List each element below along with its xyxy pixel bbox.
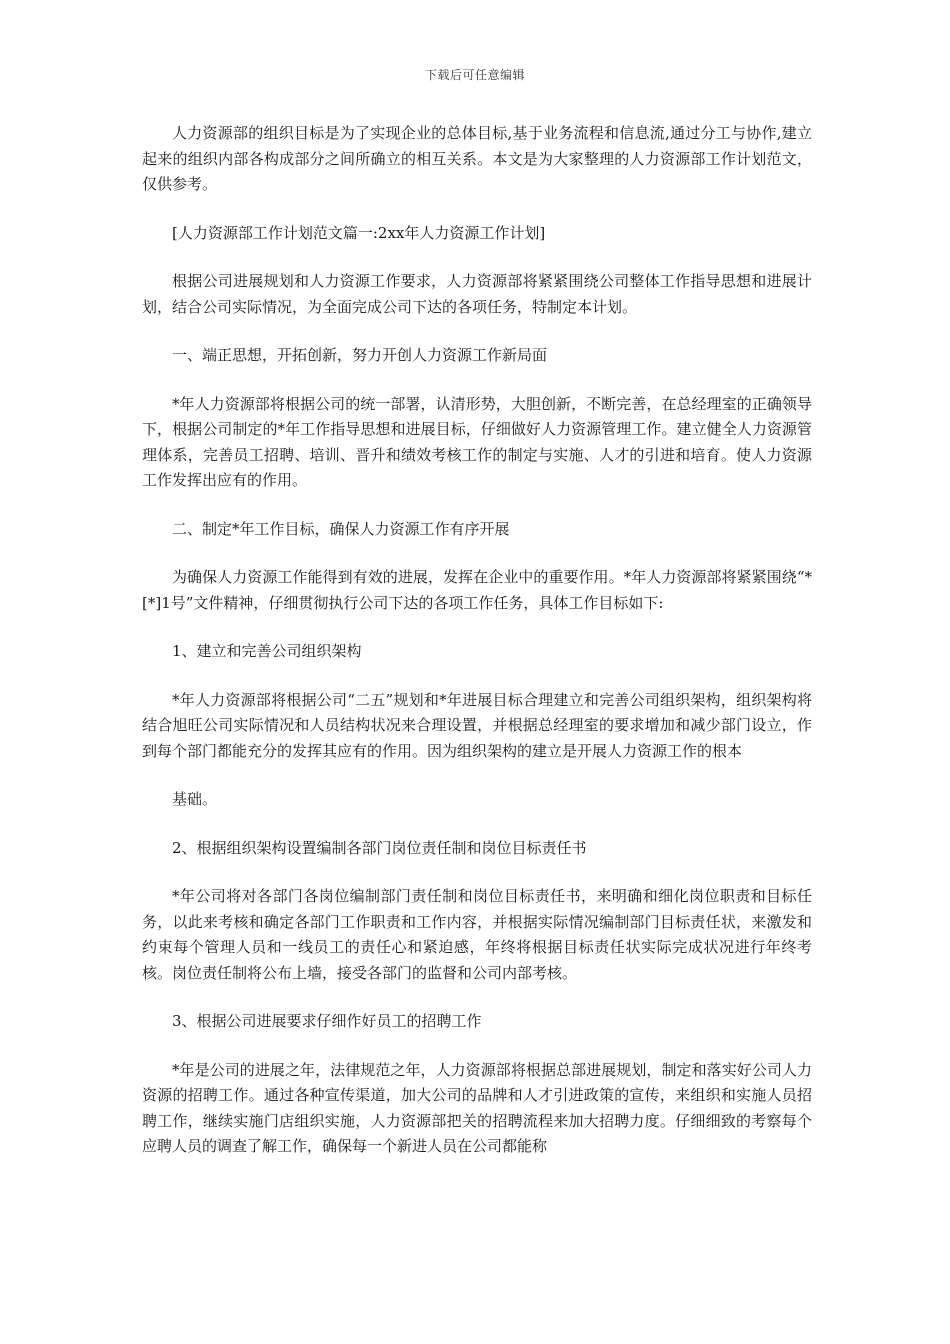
section-heading-1: 一、端正思想，开拓创新，努力开创人力资源工作新局面	[172, 346, 548, 364]
body-paragraph: *年公司将对各部门各岗位编制部门责任制和岗位目标责任书，来明确和细化岗位职责和目标任务，以此来考核和确定各部门工作职责和工作内容，并根据实际情况编制部门目标责任状，来激发和约束每个管理人员和一线员工的责任心和紧迫感，年终将根据目标责任状实际完成状况进行年终考核。岗位责任制将公布上墙，接受各部门的监督和公司内部考核。	[142, 887, 812, 982]
intro-paragraph: 人力资源部的组织目标是为了实现企业的总体目标,基于业务流程和信息流,通过分工与协作,建立起来的组织内部各构成部分之间所确立的相互关系。本文是为大家整理的人力资源部工作计划范文，仅供参考。	[142, 124, 812, 193]
subsection-heading-3: 3、根据公司进展要求仔细作好员工的招聘工作	[172, 1012, 482, 1030]
body-paragraph-continuation: 基础。	[172, 790, 218, 808]
subsection-heading-1: 1、建立和完善公司组织架构	[172, 642, 362, 660]
body-paragraph: 根据公司进展规划和人力资源工作要求，人力资源部将紧紧围绕公司整体工作指导思想和进展计划，结合公司实际情况，为全面完成公司下达的各项任务，特制定本计划。	[142, 272, 812, 316]
page-header-note: 下载后可任意编辑	[424, 68, 525, 82]
body-paragraph: *年是公司的进展之年，法律规范之年，人力资源部将根据总部进展规划，制定和落实好公司人力资源的招聘工作。通过各种宣传渠道，加大公司的品牌和人才引进政策的宣传，来组织和实施人员招聘工作，继续实施门店组织实施，人力资源部把关的招聘流程来加大招聘力度。仔细细致的考察每个应聘人员的调查了解工作，确保每一个新进人员在公司都能称	[142, 1060, 812, 1155]
body-paragraph: 为确保人力资源工作能得到有效的进展，发挥在企业中的重要作用。*年人力资源部将紧紧围绕“*[*]1号”文件精神，仔细贯彻执行公司下达的各项工作任务，具体工作目标如下:	[142, 568, 812, 612]
section-heading-2: 二、制定*年工作目标，确保人力资源工作有序开展	[172, 519, 510, 538]
subsection-heading-2: 2、根据组织架构设置编制各部门岗位责任制和岗位目标责任书	[172, 838, 587, 857]
document-body	[142, 121, 812, 1183]
body-paragraph: *年人力资源部将根据公司的统一部署，认清形势，大胆创新，不断完善，在总经理室的正确领导下，根据公司制定的*年工作指导思想和进展目标，仔细做好人力资源管理工作。建立健全人力资源管理体系，完善员工招聘、培训、晋升和绩效考核工作的制定与实施、人才的引进和培育。使人力资源工作发挥出应有的作用。	[142, 394, 812, 489]
body-paragraph: *年人力资源部将根据公司“二五”规划和*年进展目标合理建立和完善公司组织架构，组织架构将结合旭旺公司实际情况和人员结构状况来合理设置，并根据总经理室的要求增加和减少部门设立，作到每个部门都能充分的发挥其应有的作用。因为组织架构的建立是开展人力资源工作的根本	[142, 690, 812, 760]
article-title: [人力资源部工作计划范文篇一:2xx年人力资源工作计划]	[172, 223, 546, 242]
